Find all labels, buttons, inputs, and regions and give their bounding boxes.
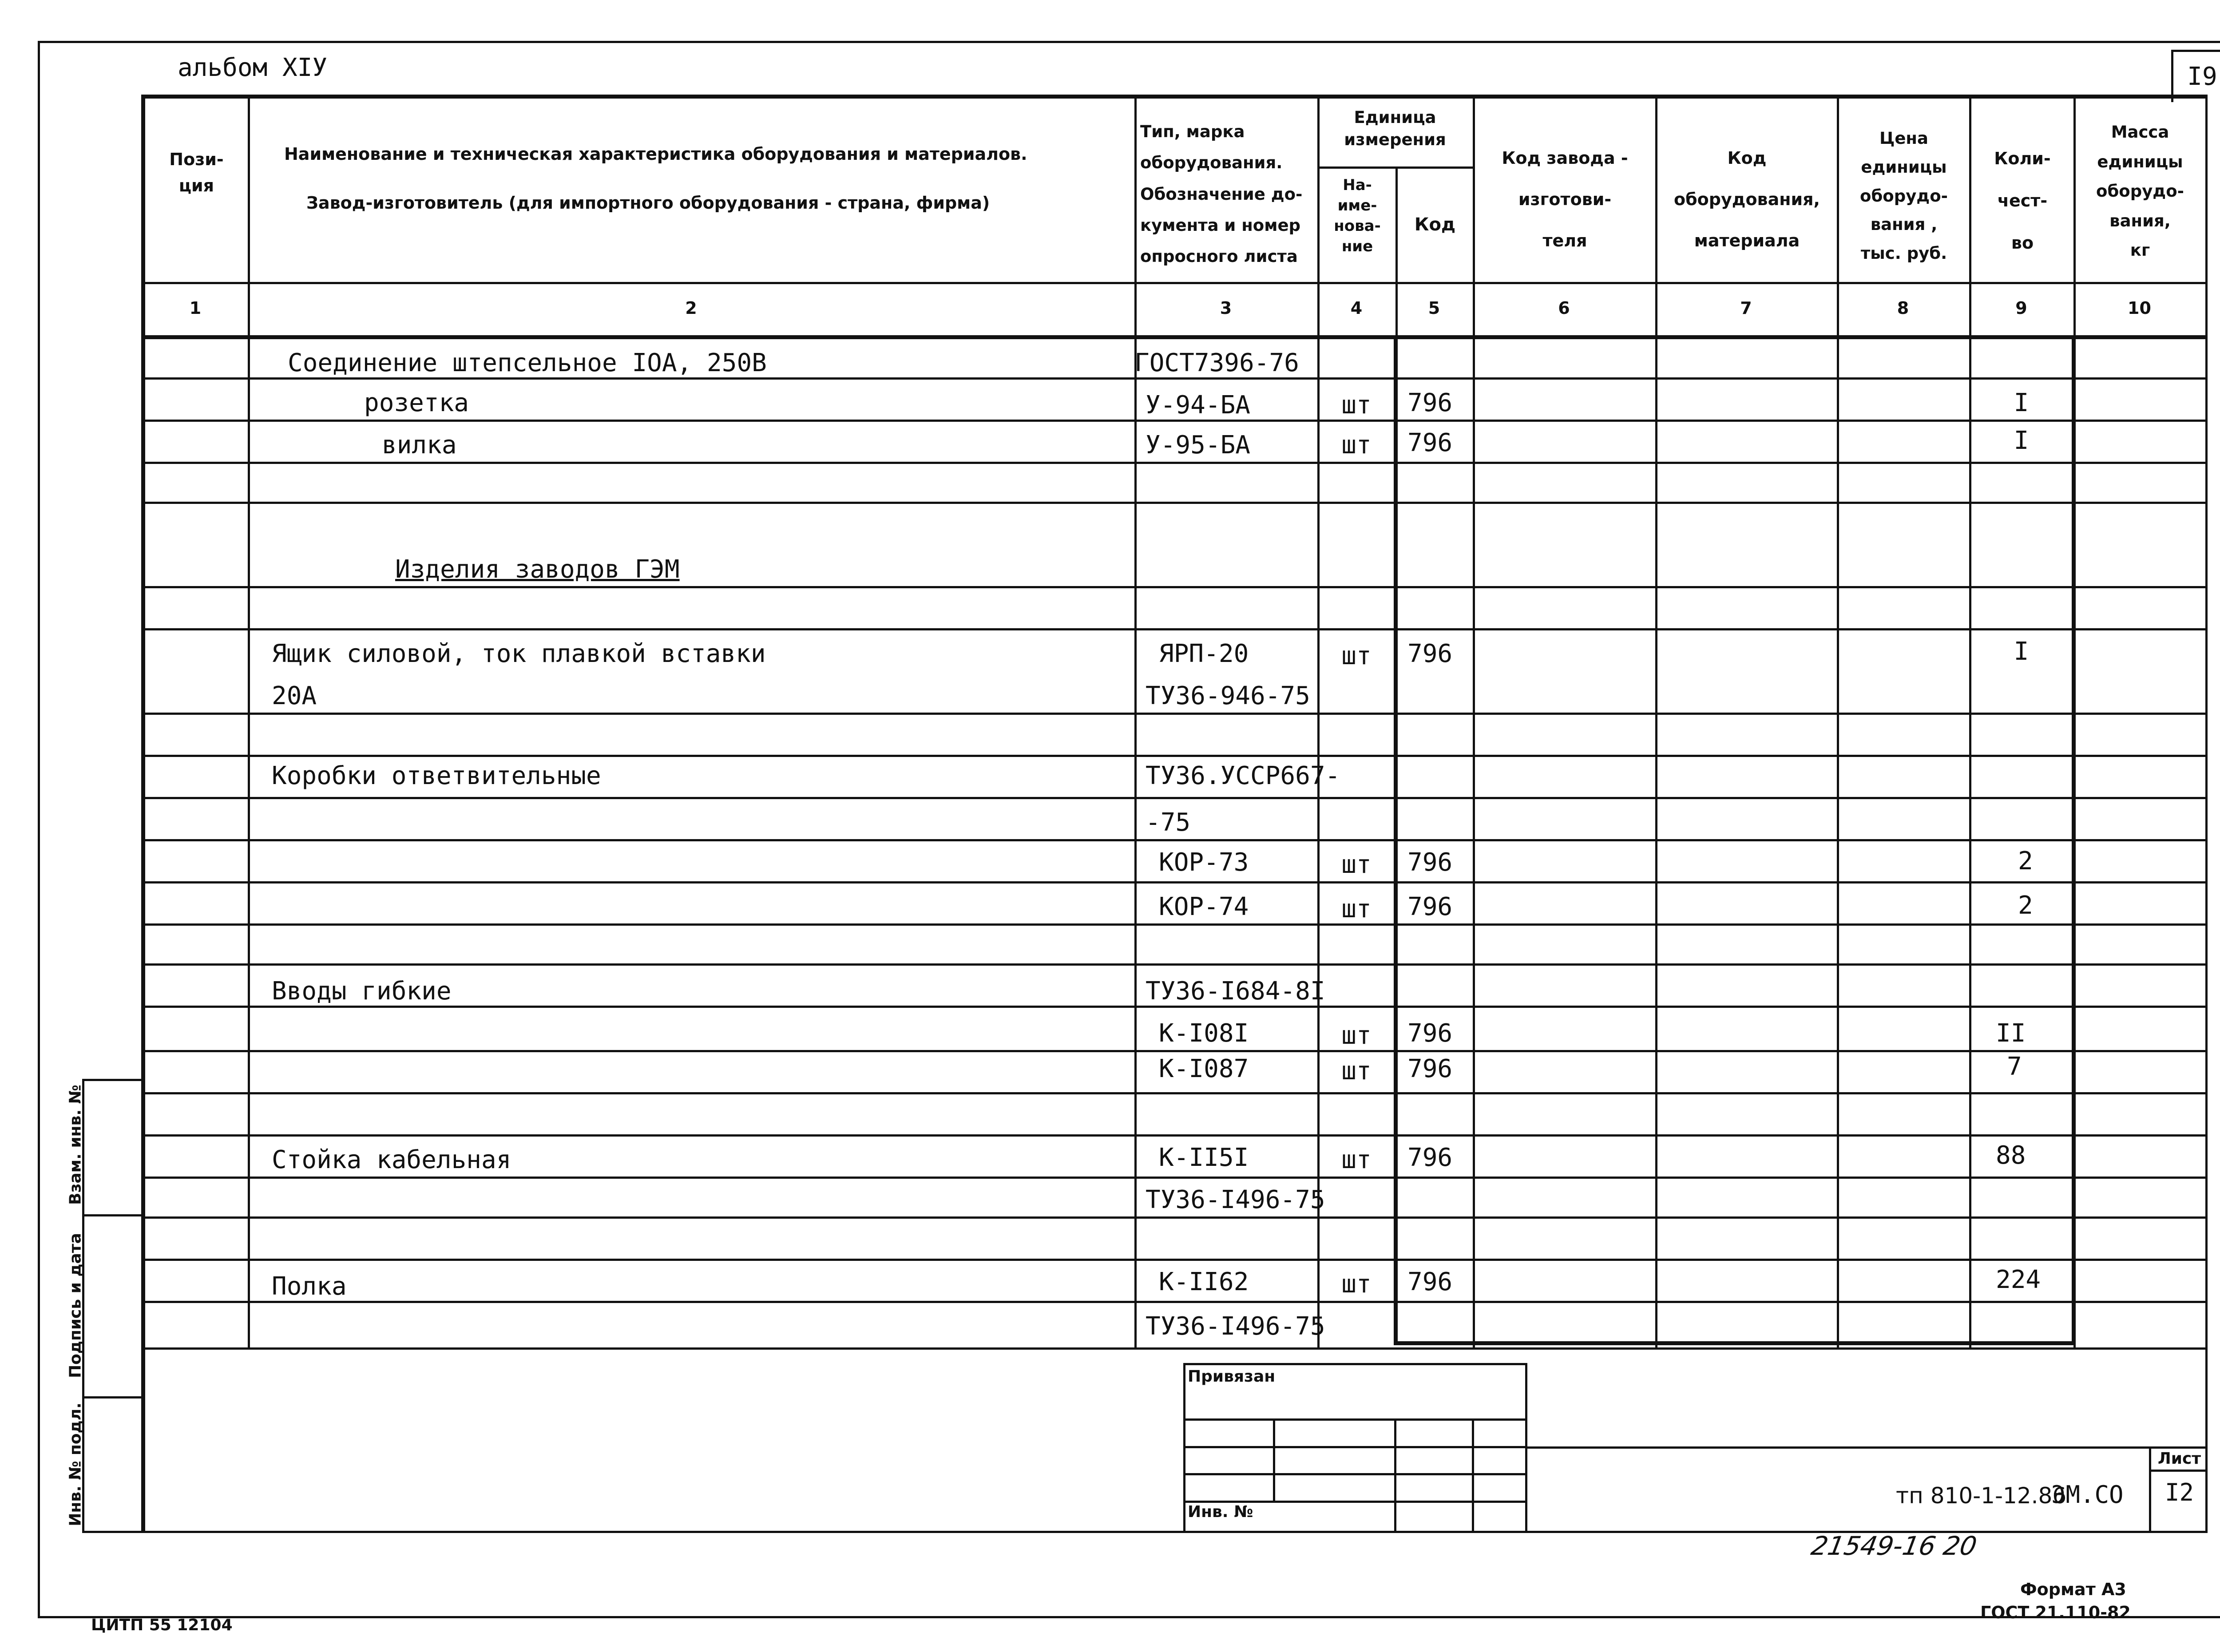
row-name: 20A [272, 681, 317, 710]
header-quantity: Коли- чест- во [1994, 149, 2051, 253]
col-number-2: 2 [685, 298, 697, 318]
row-code: 796 [1407, 892, 1453, 921]
privyazan-label: Привязан [1188, 1367, 1276, 1386]
row-type: КОР-73 [1159, 848, 1249, 877]
row-type: ГОСТ7396-76 [1134, 349, 1299, 377]
list-label: Лист [2157, 1450, 2201, 1468]
row-unit: шт [1341, 431, 1372, 460]
row-code: 796 [1407, 1019, 1453, 1048]
row-unit: шт [1341, 850, 1372, 879]
row-type: У-94-БА [1146, 391, 1251, 420]
row-qty: II [1996, 1019, 2026, 1048]
col-number-1: 1 [189, 298, 202, 318]
row-name: Стойка кабельная [272, 1145, 511, 1174]
row-unit: шт [1341, 1021, 1372, 1050]
inv-no-label: Инв. № [1188, 1503, 1253, 1521]
row-code: 796 [1407, 1054, 1453, 1083]
row-name: вилка [382, 431, 457, 460]
row-qty: I [2014, 426, 2029, 455]
row-qty: 88 [1996, 1141, 2026, 1170]
album-label: альбом XIУ [178, 53, 328, 82]
row-qty: 2 [2018, 891, 2033, 920]
row-qty: 224 [1996, 1265, 2041, 1294]
row-type: КОР-74 [1159, 892, 1249, 921]
header-name-line1: Наименование и техническая характеристика оборудования и материалов. [284, 144, 1027, 164]
header-type: Тип, марка оборудования. Обозначение до- кумента и номер опросного листа [1140, 122, 1303, 266]
row-type: ТУ36-I496-75 [1146, 1312, 1325, 1341]
header-equipment-code: Код оборудования, материала [1674, 148, 1820, 251]
header-unit-name: На- име- нова- ние [1334, 176, 1381, 255]
row-name: Полка [272, 1272, 347, 1301]
row-type: ТУ36-I496-75 [1146, 1185, 1325, 1214]
row-name: Вводы гибкие [272, 977, 452, 1006]
list-number: I2 [2164, 1478, 2194, 1506]
row-type: У-95-БА [1146, 431, 1251, 460]
handwritten-number: 21549-16 20 [1809, 1531, 1979, 1561]
row-name: Ящик силовой, ток плавкой вставки [272, 639, 766, 668]
row-qty: 7 [2007, 1052, 2022, 1081]
row-qty: I [2014, 388, 2029, 417]
doc-code: тп 810-1-12.86 [1896, 1483, 2067, 1509]
col-number-9: 9 [2015, 298, 2027, 318]
row-unit: шт [1341, 391, 1372, 420]
header-mass: Масса единицы оборудо- вания, кг [2096, 123, 2184, 260]
col-number-8: 8 [1897, 298, 1909, 318]
row-code: 796 [1407, 1143, 1453, 1172]
row-code: 796 [1407, 388, 1453, 417]
row-unit: шт [1341, 642, 1372, 670]
row-type: ЯРП-20 [1159, 639, 1249, 668]
row-name: Соединение штепсельное IOA, 250B [288, 349, 767, 377]
doc-mark: ЭМ.СО [2051, 1481, 2124, 1509]
row-type: К-II5I [1159, 1143, 1249, 1172]
col-number-3: 3 [1220, 298, 1232, 318]
col-number-4: 4 [1350, 298, 1363, 318]
row-unit: шт [1341, 1145, 1372, 1174]
margin-podpis: Подпись и дата [66, 1233, 85, 1378]
row-type: -75 [1146, 808, 1191, 837]
row-type: К-II62 [1159, 1268, 1249, 1296]
row-type: ТУ36-I684-8I [1146, 977, 1325, 1006]
col-number-10: 10 [2128, 298, 2151, 318]
row-qty: 2 [2018, 847, 2033, 876]
margin-vzam: Взам. инв. № [66, 1085, 85, 1205]
col-number-5: 5 [1428, 298, 1440, 318]
row-type: К-I087 [1159, 1054, 1249, 1083]
margin-inv: Инв. № подл. [66, 1402, 85, 1526]
row-code: 796 [1407, 639, 1453, 668]
header-factory-code: Код завода - изготови- теля [1502, 148, 1628, 251]
row-type: ТУ36.УССР667- [1146, 761, 1340, 790]
col-number-6: 6 [1558, 298, 1570, 318]
header-position: Пози- ция [169, 150, 224, 195]
col-number-7: 7 [1740, 298, 1752, 318]
row-name: Коробки ответвительные [272, 761, 601, 790]
page-number-top: I9 [2187, 62, 2217, 91]
format-label: Формат А3 [2020, 1580, 2126, 1599]
row-unit: шт [1341, 895, 1372, 923]
section-title: Изделия заводов ГЭМ [395, 555, 680, 584]
row-code: 796 [1407, 848, 1453, 877]
header-name-line2: Завод-изготовитель (для импортного оборудования - страна, фирма) [306, 193, 990, 213]
header-unit: Единица измерения [1344, 108, 1446, 149]
row-unit: шт [1341, 1057, 1372, 1085]
row-type: К-I08I [1159, 1019, 1249, 1048]
row-type: ТУ36-946-75 [1146, 681, 1310, 710]
gost-label: ГОСТ 21.110-82 [1980, 1603, 2131, 1622]
row-qty: I [2014, 637, 2029, 666]
header-price: Цена единицы оборудо- вания , тыс. руб. [1860, 129, 1948, 263]
tsitp-label: ЦИТП 55 12104 [91, 1616, 233, 1634]
row-code: 796 [1407, 428, 1453, 457]
header-unit-code: Код [1414, 214, 1456, 235]
row-unit: шт [1341, 1270, 1372, 1299]
row-name: розетка [364, 388, 469, 417]
row-code: 796 [1407, 1268, 1453, 1296]
